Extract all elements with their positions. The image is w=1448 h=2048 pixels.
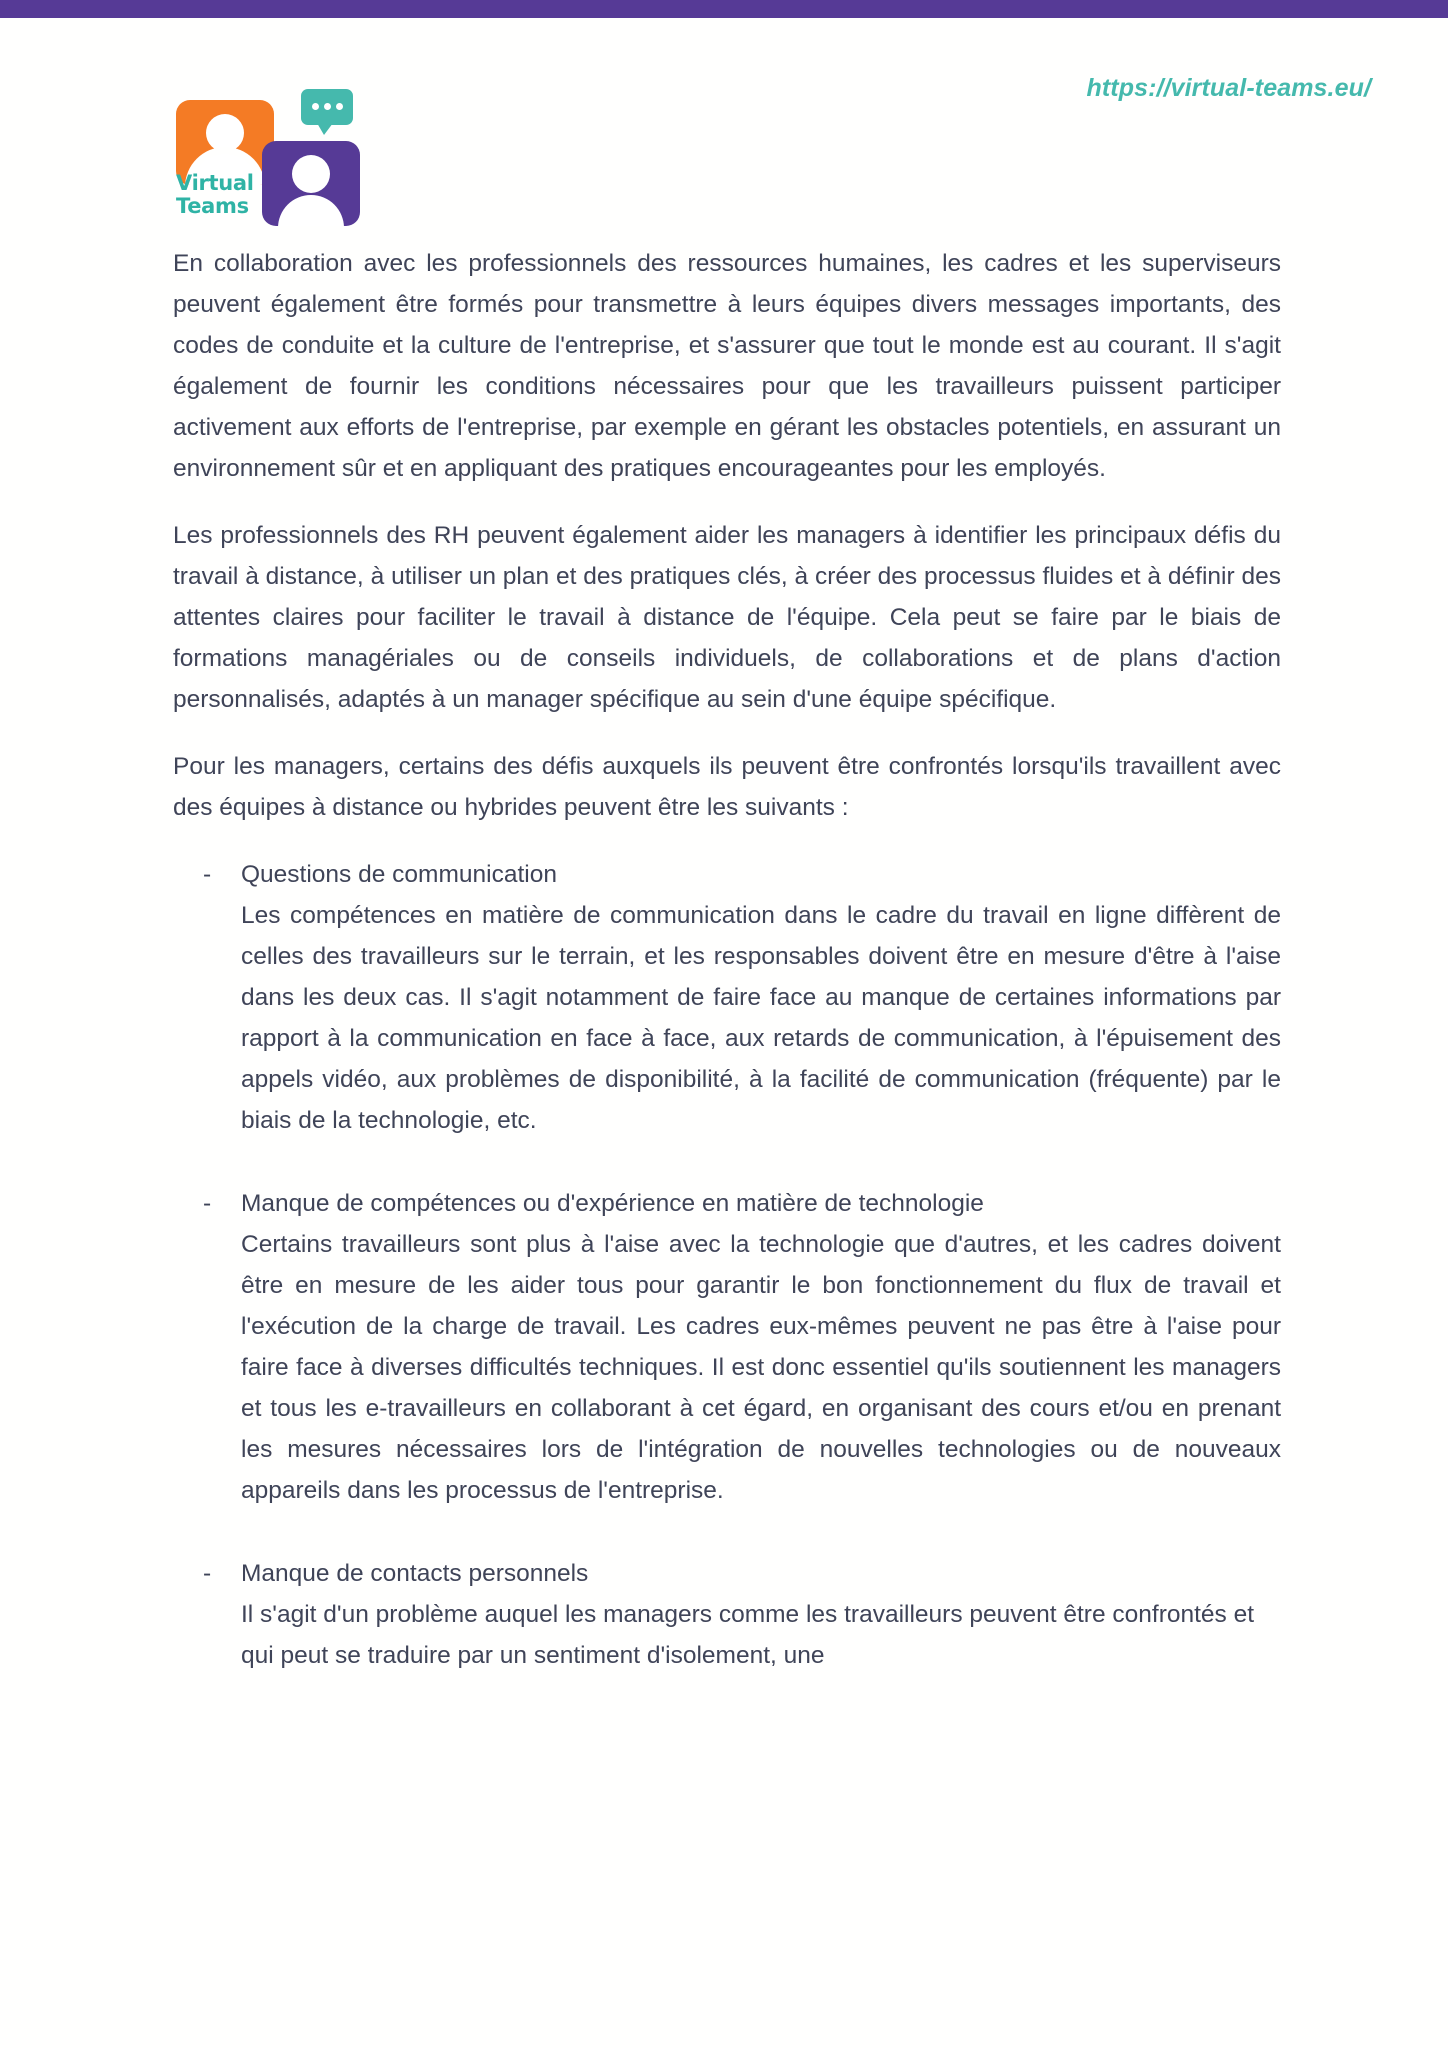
list-item-body: Les compétences en matière de communication dans le cadre du travail en ligne diffèrent de celles des travailleurs sur le terrain, et les responsables doivent être en mesure d'être à l'aise dans les deux cas. Il s'agit notamment de faire face au manque de certaines informations par rapport à la communication en face à face, aux retards de communication, à l'épuisement des appels vidéo, aux problèmes de disponibilité, à la facilité de communication (fréquente) par le biais de la technologie, etc. [241, 902, 1281, 1134]
logo-purple-person-card [262, 141, 360, 226]
bullet-marker-icon: - [203, 861, 212, 888]
list-item-title: Manque de contacts personnels [241, 1560, 589, 1587]
paragraph-3: Pour les managers, certains des défis auxquels ils peuvent être confrontés lorsqu'ils travaillent avec des équipes à distance ou hybrides peuvent être les suivants : [173, 753, 1281, 821]
paragraph-2: Les professionnels des RH peuvent également aider les managers à identifier les principaux défis du travail à distance, à utiliser un plan et des pratiques clés, à créer des processus fluides et à définir des attentes claires pour faciliter le travail à distance de l'équipe. Cela peut se faire par le biais de formations managériales ou de conseils individuels, de collaborations et de plans d'action personnalisés, adaptés à un manager spécifique au sein d'une équipe spécifique. [173, 522, 1281, 713]
logo-wordmark [176, 173, 262, 217]
list-item [173, 1553, 1281, 1676]
page-header [0, 18, 1448, 233]
person-body-icon [278, 195, 344, 226]
site-url-link[interactable]: https://virtual-teams.eu/ [1086, 74, 1371, 102]
list-item-body: Il s'agit d'un problème auquel les managers comme les travailleurs peuvent être confrontés et qui peut se traduire par un sentiment d'isolement, une [241, 1601, 1255, 1669]
challenges-list [173, 854, 1281, 1676]
logo-word-line1: Virtual [176, 171, 254, 195]
page-top-accent-bar [0, 0, 1448, 18]
virtual-teams-logo [176, 73, 361, 218]
list-item-body: Certains travailleurs sont plus à l'aise avec la technologie que d'autres, et les cadres doivent être en mesure de les aider tous pour garantir le bon fonctionnement du flux de travail et l'exécution de la charge de travail. Les cadres eux-mêmes peuvent ne pas être à l'aise pour faire face à diverses difficultés techniques. Il est donc essentiel qu'ils soutiennent les managers et tous les e-travailleurs en collaborant à cet égard, en organisant des cours et/ou en prenant les mesures nécessaires lors de l'intégration de nouvelles technologies ou de nouveaux appareils dans les processus de l'entreprise. [241, 1231, 1281, 1504]
paragraph-1: En collaboration avec les professionnels des ressources humaines, les cadres et les superviseurs peuvent également être formés pour transmettre à leurs équipes divers messages importants, des codes de conduite et la culture de l'entreprise, et s'assurer que tout le monde est au courant. Il s'agit également de fournir les conditions nécessaires pour que les travailleurs puissent participer activement aux efforts de l'entreprise, par exemple en gérant les obstacles potentiels, en assurant un environnement sûr et en appliquant des pratiques encourageantes pour les employés. [173, 250, 1281, 482]
list-item-title: Manque de compétences ou d'expérience en matière de technologie [241, 1190, 984, 1217]
chat-dots-icon [301, 103, 353, 110]
bullet-marker-icon: - [203, 1560, 212, 1587]
document-body [173, 243, 1281, 1676]
list-item [173, 854, 1281, 1141]
logo-word-line2: Teams [176, 194, 249, 218]
list-item-title: Questions de communication [241, 861, 557, 888]
person-head-icon [292, 155, 330, 193]
list-item [173, 1183, 1281, 1511]
person-head-icon [206, 114, 244, 152]
chat-bubble-icon [301, 89, 353, 125]
bullet-marker-icon: - [203, 1190, 212, 1217]
